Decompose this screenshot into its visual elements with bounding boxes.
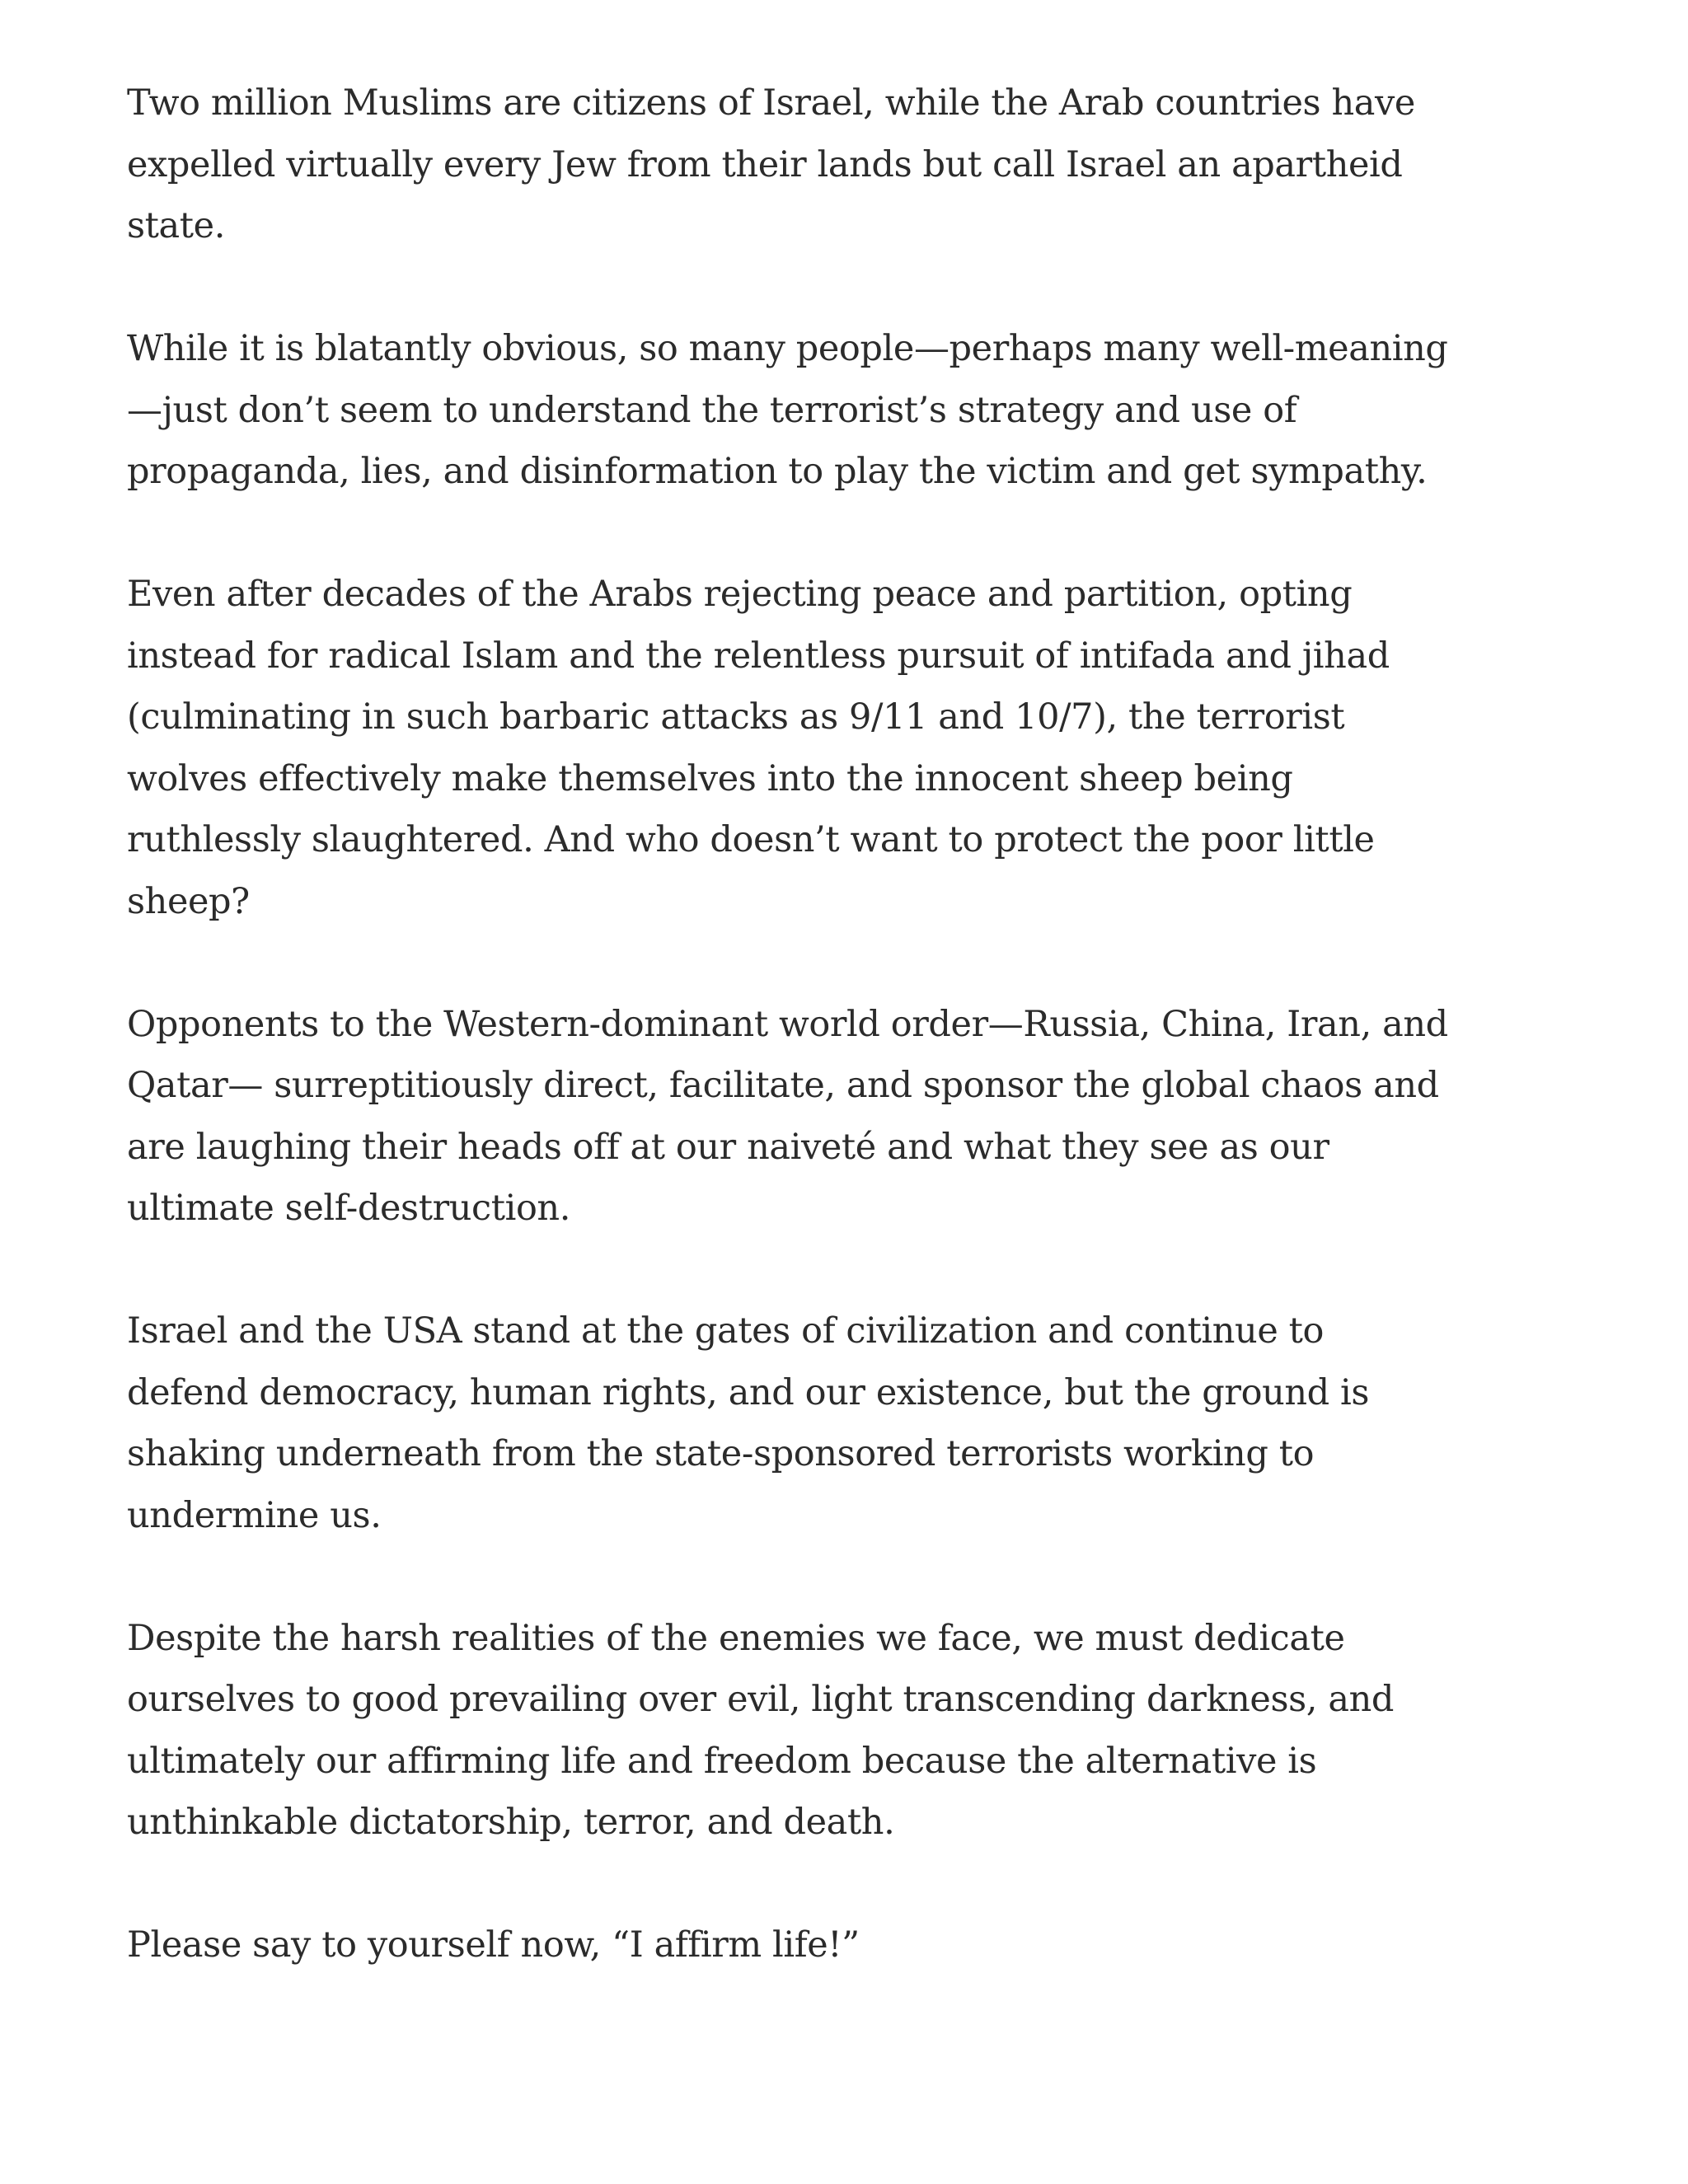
paragraph-affirm-life: Please say to yourself now, “I affirm life!” [127,1924,860,1966]
paragraph-world-order: Opponents to the Western-dominant world order—Russia, China, Iran, and Qatar— surreptitiously direct, facilitate, and sponsor the global chaos and are laughing their heads off at our naiveté and what they see as our ultimate self-destruction. [127,1003,1448,1229]
paragraph-propaganda: While it is blatantly obvious, so many people—perhaps many well-meaning—just don’t seem to understand the terrorist’s strategy and use of propaganda, lies, and disinformation to play the victim and get sympathy. [127,328,1448,492]
paragraph-good-over-evil: Despite the harsh realities of the enemies we face, we must dedicate ourselves to good prevailing over evil, light transcending darkness, and ultimately our affirming life and freedom because the alternative is unthinkable dictatorship, terror, and death. [127,1617,1394,1843]
article-body [127,73,1454,1976]
paragraph-gates-of-civilization: Israel and the USA stand at the gates of civilization and continue to defend democracy, human rights, and our existence, but the ground is shaking underneath from the state-sponsored terrorists working to undermine us. [127,1310,1370,1536]
paragraph-wolves-sheep: Even after decades of the Arabs rejecting peace and partition, opting instead for radical Islam and the relentless pursuit of intifada and jihad (culminating in such barbaric attacks as 9/11 and 10/7), the terrorist wolves effectively make themselves into the innocent sheep being ruthlessly slaughtered. And who doesn’t want to protect the poor little sheep? [127,574,1390,922]
paragraph-israel-citizens: Two million Muslims are citizens of Israel, while the Arab countries have expelled virtually every Jew from their lands but call Israel an apartheid state. [127,82,1415,246]
